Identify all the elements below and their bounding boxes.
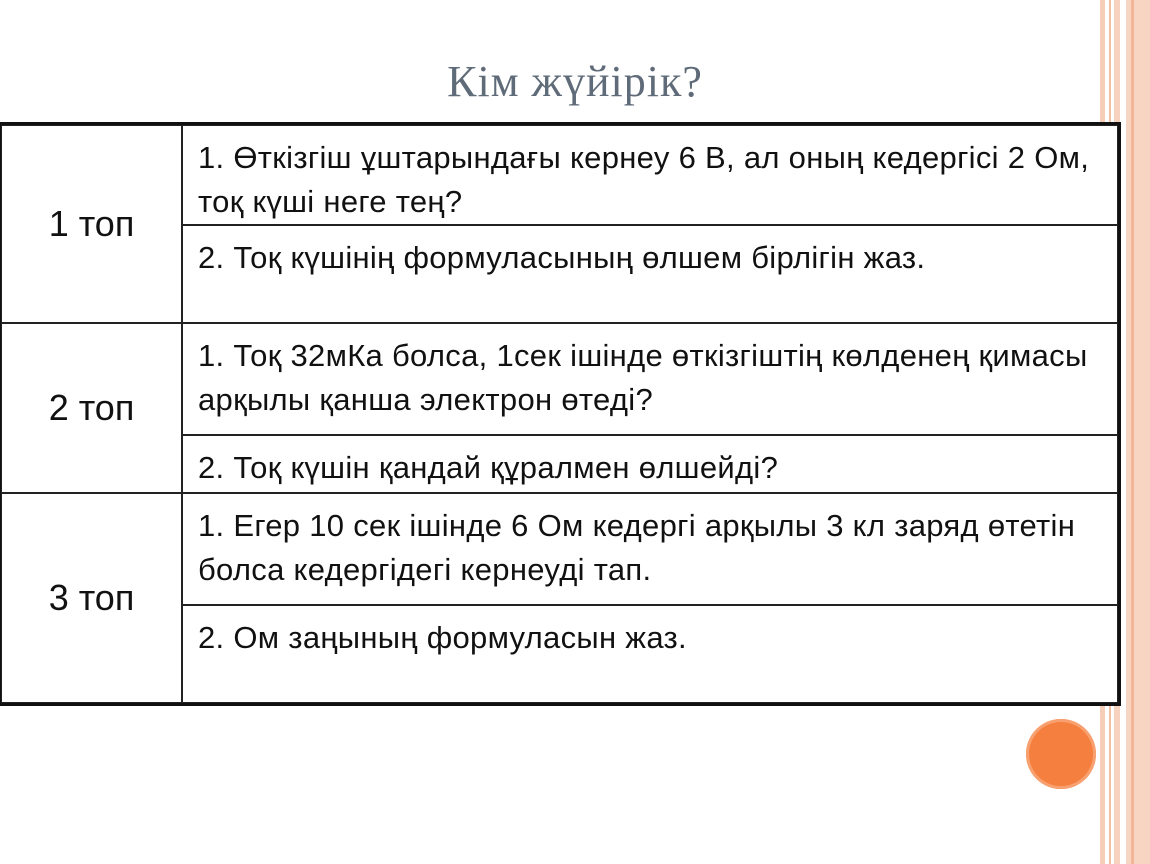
orange-circle-decoration — [1026, 719, 1096, 789]
group-label: 1 топ — [1, 125, 182, 323]
question-cell: 1. Өткізгіш ұштарындағы кернеу 6 В, ал оның кедергісі 2 Ом, тоқ күші неге тең? — [182, 125, 1118, 225]
question-cell: 2. Тоқ күшінің формуласының өлшем бірлігін жаз. — [182, 225, 1118, 323]
question-cell: 1. Тоқ 32мКа болса, 1сек ішінде өткізгіштің көлденең қимасы арқылы қанша электрон өтеді? — [182, 323, 1118, 435]
table-row — [1, 493, 1118, 605]
decor-stripe — [1126, 0, 1150, 864]
question-cell: 2. Ом заңының формуласын жаз. — [182, 605, 1118, 703]
decor-stripe — [1131, 0, 1134, 864]
group-label: 3 топ — [1, 493, 182, 703]
question-cell: 1. Егер 10 сек ішінде 6 Ом кедергі арқылы 3 кл заряд өтетін болса кедергідегі кернеуді тап. — [182, 493, 1118, 605]
table-row — [1, 323, 1118, 435]
slide-title: Кім жүйірік? — [447, 57, 703, 106]
question-cell: 2. Тоқ күшін қандай құралмен өлшейді? — [182, 435, 1118, 493]
table-row — [1, 125, 1118, 225]
group-label: 2 топ — [1, 323, 182, 493]
quiz-table — [0, 124, 1119, 704]
